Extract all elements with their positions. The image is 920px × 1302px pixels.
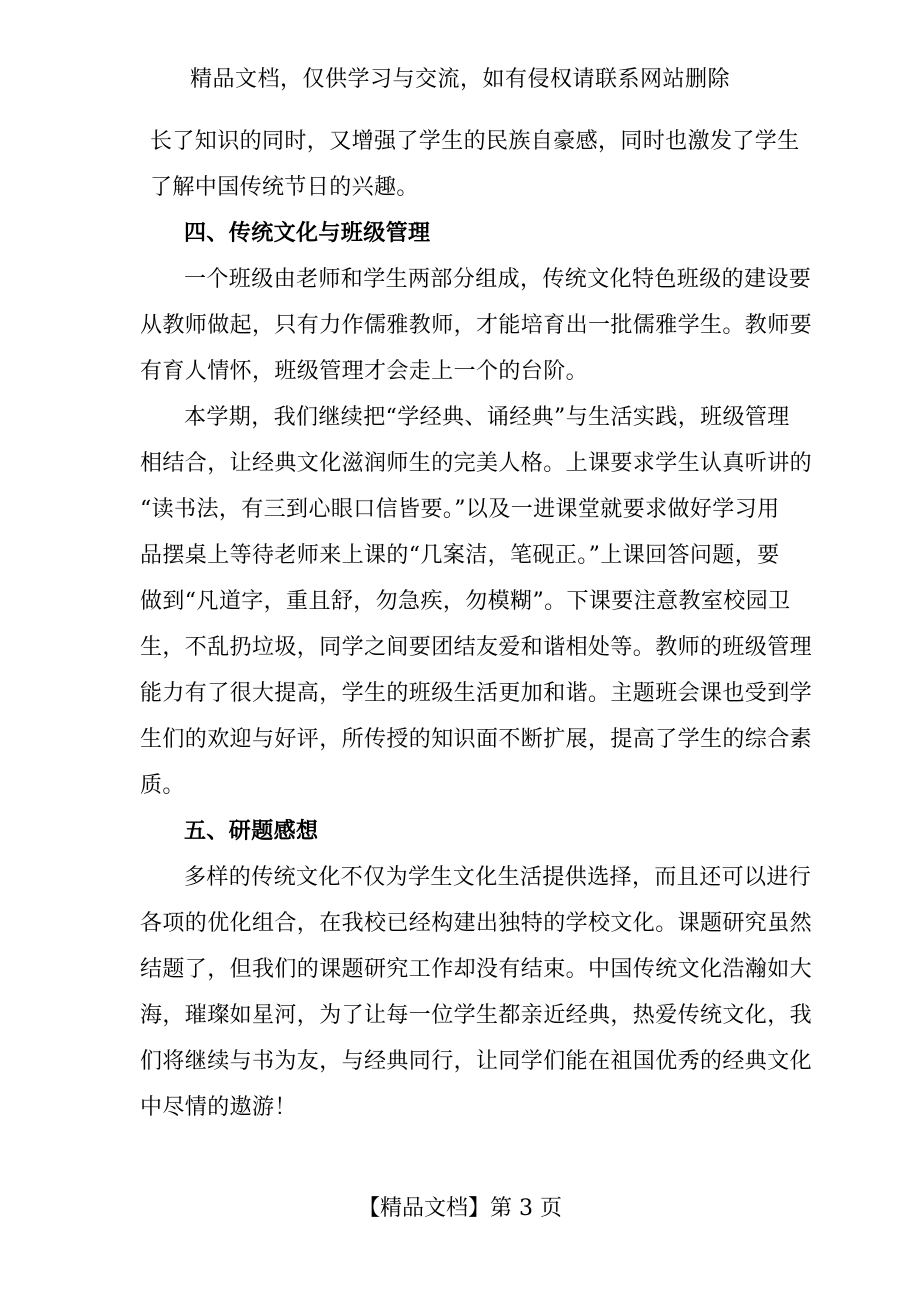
paragraph-line: 做到“凡道字，重且舒，勿急疾，勿模糊”。下课要注意教室校园卫 — [140, 589, 791, 614]
paragraph-line: 长了知识的同时，又增强了学生的民族自豪感，同时也激发了学生 — [150, 129, 800, 154]
paragraph-line: 从教师做起，只有力作儒雅教师，才能培育出一批儒雅学生。教师要 — [140, 313, 813, 338]
section-heading-5: 五、研题感想 — [184, 819, 319, 844]
paragraph-line: 多样的传统文化不仅为学生文化生活提供选择，而且还可以进行 — [184, 865, 812, 890]
paragraph-line: 能力有了很大提高，学生的班级生活更加和谐。主题班会课也受到学 — [140, 681, 813, 706]
paragraph-line: 们将继续与书为友，与经典同行，让同学们能在祖国优秀的经典文化 — [140, 1049, 813, 1074]
paragraph-line: 各项的优化组合，在我校已经构建出独特的学校文化。课题研究虽然 — [140, 911, 813, 936]
paragraph-line: 一个班级由老师和学生两部分组成，传统文化特色班级的建设要 — [184, 267, 812, 292]
paragraph-line: 生们的欢迎与好评，所传授的知识面不断扩展，提高了学生的综合素 — [140, 727, 813, 752]
paragraph-line: 有育人情怀，班级管理才会走上一个的台阶。 — [140, 359, 589, 384]
paragraph-line: 质。 — [140, 773, 185, 798]
paragraph-line: 品摆桌上等待老师来上课的“几案洁，笔砚正。”上课回答问题，要 — [140, 543, 780, 568]
paragraph-line: 中尽情的遨游！ — [140, 1095, 297, 1120]
paragraph-line: 结题了，但我们的课题研究工作却没有结束。中国传统文化浩瀚如大 — [140, 957, 813, 982]
section-heading-4: 四、传统文化与班级管理 — [184, 221, 431, 246]
paragraph-line: 生，不乱扔垃圾，同学之间要团结友爱和谐相处等。教师的班级管理 — [140, 635, 813, 660]
paragraph-line: “读书法，有三到心眼口信皆要。”以及一进课堂就要求做好学习用 — [140, 497, 780, 522]
paragraph-line: 了解中国传统节日的兴趣。 — [150, 175, 419, 200]
page-header: 精品文档，仅供学习与交流，如有侵权请联系网站删除 — [189, 67, 730, 92]
page-footer: 【精品文档】第 3 页 — [358, 1196, 562, 1221]
paragraph-line: 海，璀璨如星河，为了让每一位学生都亲近经典，热爱传统文化，我 — [140, 1003, 813, 1028]
paragraph-line: 本学期，我们继续把“学经典、诵经典”与生活实践，班级管理 — [184, 405, 790, 430]
paragraph-line: 相结合，让经典文化滋润师生的完美人格。上课要求学生认真听讲的 — [140, 451, 813, 476]
